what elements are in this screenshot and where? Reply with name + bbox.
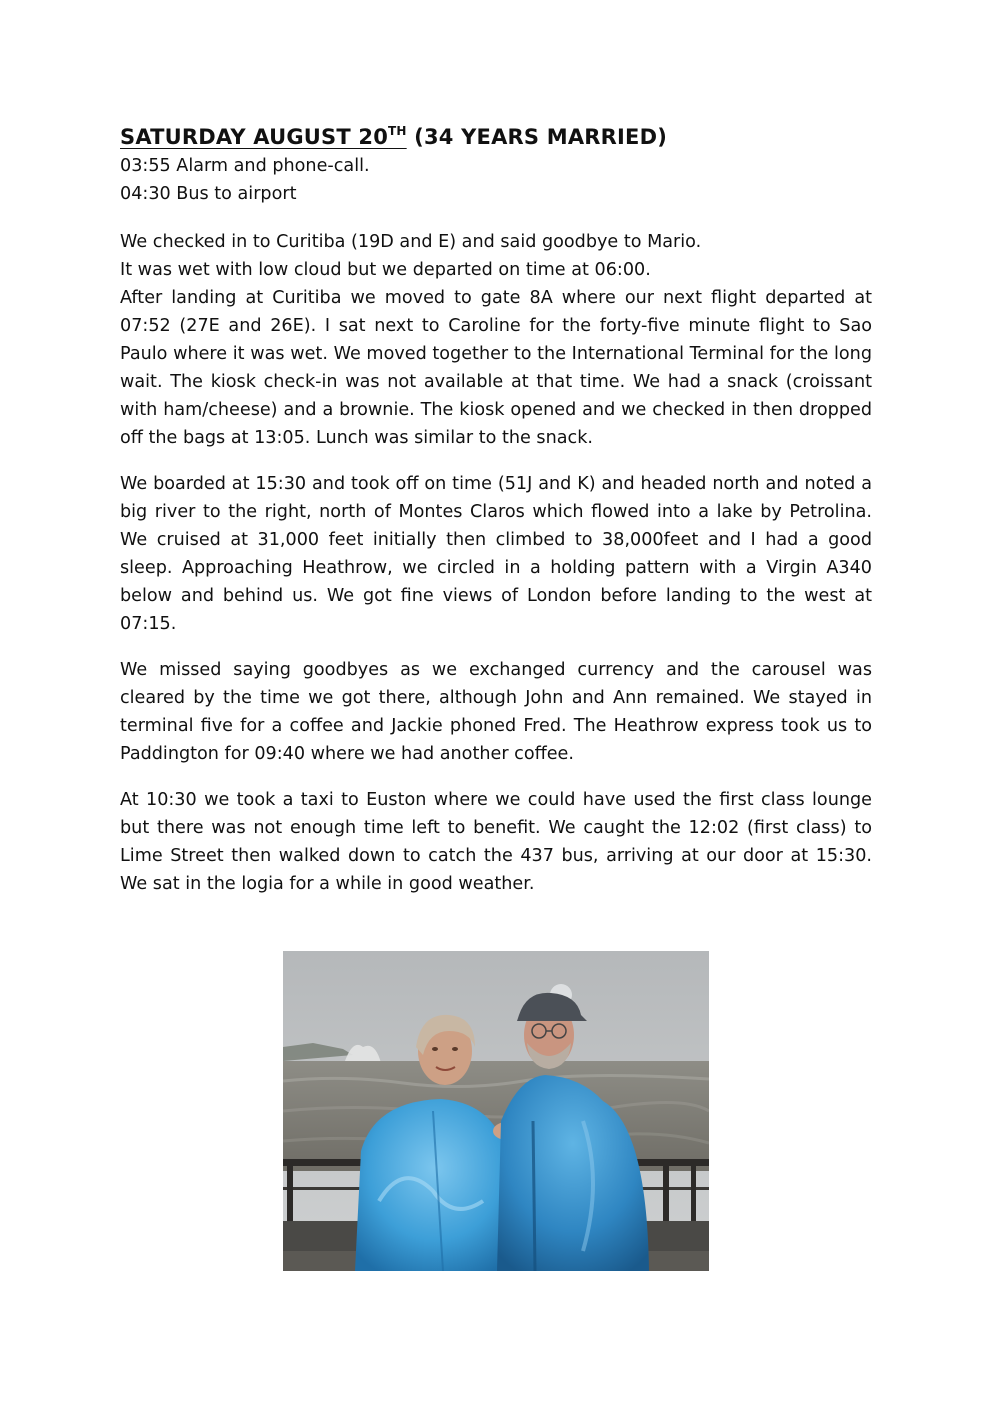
photo-illustration (283, 951, 709, 1271)
title-date: SATURDAY AUGUST 20TH (120, 124, 407, 149)
title-anniversary: (34 YEARS MARRIED) (406, 125, 668, 149)
paragraph-journey-home: At 10:30 we took a taxi to Euston where we could have used the first class lounge but there was not enough time left to benefit. We caught the 12:02 (first class) to Lime Street then walked down to catch the 437 bus, arriving at our door at 15:30. We sat in the logia for a while in good weather. (120, 790, 872, 894)
page-title (120, 122, 872, 152)
paragraph-flight: We boarded at 15:30 and took off on time (51J and K) and headed north and noted a big river to the right, north of Montes Claros which flowed into a lake by Petrolina. We cruised at 31,000 feet initially then climbed to 38,000feet and I had a good sleep. Approaching Heathrow, we circled in a holding pattern with a Virgin A340 below and behind us. We got fine views of London before landing to the west at 07:15. (120, 474, 872, 634)
paragraph-line: It was wet with low cloud but we departed on time at 06:00. (120, 260, 651, 280)
paragraph-arrival: We missed saying goodbyes as we exchanged currency and the carousel was cleared by the time we got there, although John and Ann remained. We stayed in terminal five for a coffee and Jackie phoned Fred. The Heathrow express took us to Paddington for 09:40 where we had another coffee. (120, 660, 872, 764)
schedule-item: 03:55 Alarm and phone-call. (120, 156, 370, 176)
paragraph-text: After landing at Curitiba we moved to gate 8A where our next flight departed at 07:52 (27E and 26E). I sat next to Caroline for the forty-five minute flight to Sao Paulo where it was wet. We moved together to the International Terminal for the long wait. The kiosk check-in was not available at that time. We had a snack (croissant with ham/cheese) and a brownie. The kiosk opened and we checked in then dropped off the bags at 13:05. Lunch was similar to the snack. (120, 288, 872, 448)
schedule-item: 04:30 Bus to airport (120, 184, 297, 204)
paragraph-departure (120, 228, 872, 452)
paragraph-line: We checked in to Curitiba (19D and E) and said goodbye to Mario. (120, 232, 702, 252)
document-body (120, 122, 872, 898)
couple-photo (283, 951, 709, 1271)
title-ordinal-suffix: TH (388, 124, 407, 138)
